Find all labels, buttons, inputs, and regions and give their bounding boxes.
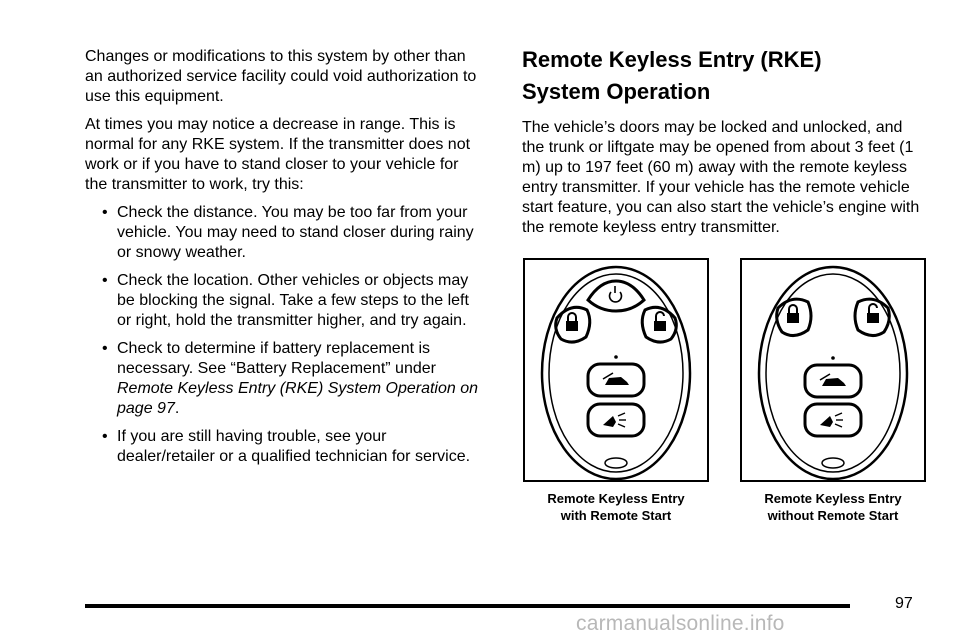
heading-line-1: Remote Keyless Entry (RKE)	[522, 47, 822, 72]
battery-text: Check to determine if battery replacement is necessary. See “Battery Replacement” under	[117, 340, 436, 377]
list-item-dealer: • If you are still having trouble, see your dealer/retailer or a qualified technician for service.	[85, 427, 485, 467]
panic-horn-icon	[588, 404, 644, 436]
trunk-indicator-dot	[831, 356, 835, 360]
fob-with-remote-start-illustration	[525, 260, 707, 480]
paragraph-modifications: Changes or modifications to this system by other than an authorized service facility could void authorization to use this equipment.	[85, 48, 477, 105]
trunk-indicator-dot	[614, 355, 618, 359]
watermark: carmanualsonline.info	[576, 612, 785, 635]
fob-without-remote-start-illustration	[742, 260, 924, 480]
page-reference-link[interactable]: Remote Keyless Entry (RKE) System Operation on page 97	[117, 380, 479, 417]
panic-horn-icon	[805, 404, 861, 436]
fob-with-remote-start-figure	[523, 258, 709, 482]
paragraph-range: At times you may notice a decrease in range. This is normal for any RKE system. If the transmitter does not work or if you have to stand closer to your vehicle for the transmitter to work, try this:	[85, 116, 471, 193]
caption-line-2: with Remote Start	[560, 508, 672, 523]
trunk-icon	[588, 364, 644, 396]
list-item-distance: • Check the distance. You may be too far from your vehicle. You may need to stand closer during rainy or snowy weather.	[85, 203, 485, 263]
battery-text-end: .	[174, 400, 180, 417]
figure-caption-without-remote-start	[733, 490, 933, 524]
unlock-icon	[642, 307, 676, 342]
caption-line-1: Remote Keyless Entry	[547, 491, 685, 506]
list-item-location: • Check the location. Other vehicles or objects may be blocking the signal. Take a few steps to the left or right, hold the transmitter higher, and try again.	[85, 271, 485, 331]
figure-caption-with-remote-start	[516, 490, 716, 524]
lock-icon	[556, 307, 590, 342]
remote-start-icon	[588, 281, 644, 311]
trunk-icon	[805, 365, 861, 397]
caption-line-2: without Remote Start	[767, 508, 899, 523]
footer-rule	[85, 604, 850, 608]
heading-line-2: System Operation	[522, 79, 711, 104]
troubleshooting-list	[85, 203, 485, 467]
unlock-icon	[855, 299, 889, 335]
list-item-battery	[85, 339, 485, 419]
section-intro: The vehicle’s doors may be locked and unlocked, and the trunk or liftgate may be opened from about 3 feet (1 m) up to 197 feet (60 m) away with the remote keyless entry transmitter. If your vehicle has the remote vehicle start feature, you can also start the vehicle’s engine with the remote keyless entry transmitter.	[522, 119, 920, 236]
section-heading	[522, 44, 922, 108]
lock-icon	[777, 299, 811, 335]
fob-without-remote-start-figure	[740, 258, 926, 482]
left-column	[85, 47, 485, 475]
caption-line-1: Remote Keyless Entry	[764, 491, 902, 506]
page-number: 97	[895, 595, 913, 612]
right-column	[522, 44, 922, 238]
